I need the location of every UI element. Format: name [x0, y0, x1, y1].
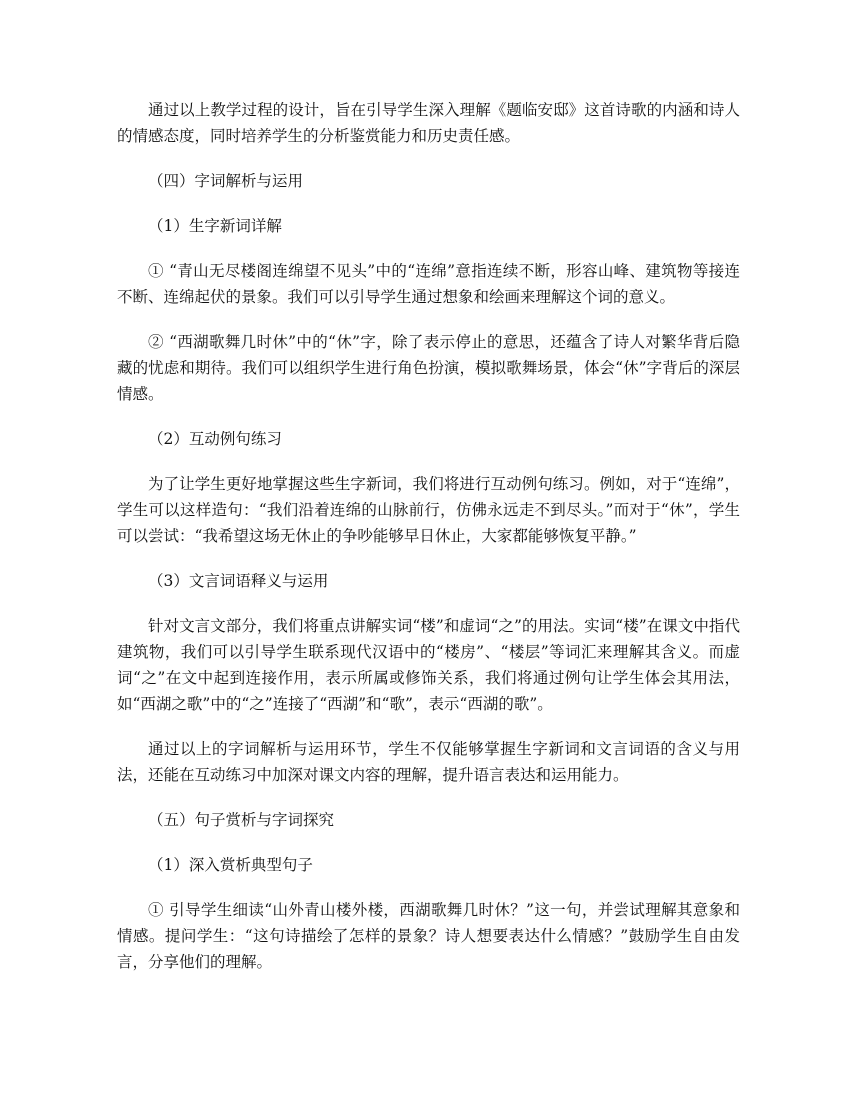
- section-heading-4: （四）字词解析与运用: [148, 172, 304, 190]
- paragraph-poem-line: ① 引导学生细读“山外青山楼外楼，西湖歌舞几时休？”这一句，并尝试理解其意象和情感。提问学生：“这句诗描绘了怎样的景象？诗人想要表达什么情感？”鼓励学生自由发言，分享他们的理解。: [117, 901, 740, 971]
- paragraph-example-sentences: 为了让学生更好地掌握这些生字新词，我们将进行互动例句练习。例如，对于“连绵”，学生可以这样造句：“我们沿着连绵的山脉前行，仿佛永远走不到尽头。”而对于“休”，学生可以尝试：“我希望这场无休止的争吵能够早日休止，大家都能够恢复平静。”: [117, 475, 740, 545]
- paragraph-lianmian: ① “青山无尽楼阁连绵望不见头”中的“连绵”意指连续不断，形容山峰、建筑物等接连不断、连绵起伏的景象。我们可以引导学生通过想象和绘画来理解这个词的意义。: [117, 262, 740, 306]
- paragraph-summary-teaching: 通过以上教学过程的设计，旨在引导学生深入理解《题临安邸》这首诗歌的内涵和诗人的情感态度，同时培养学生的分析鉴赏能力和历史责任感。: [117, 101, 740, 145]
- subheading-example-practice: （2）互动例句练习: [148, 430, 282, 448]
- subheading-classical-words: （3）文言词语释义与运用: [148, 572, 329, 590]
- section-heading-5: （五）句子赏析与字词探究: [148, 811, 335, 829]
- paragraph-word-summary: 通过以上的字词解析与运用环节，学生不仅能够掌握生字新词和文言词语的含义与用法，还能在互动练习中加深对课文内容的理解，提升语言表达和运用能力。: [117, 740, 740, 784]
- subheading-sentence-analysis: （1）深入赏析典型句子: [148, 856, 313, 874]
- paragraph-xiu: ② “西湖歌舞几时休”中的“休”字，除了表示停止的意思，还蕴含了诗人对繁华背后隐藏的忧虑和期待。我们可以组织学生进行角色扮演，模拟歌舞场景，体会“休”字背后的深层情感。: [117, 333, 740, 403]
- subheading-new-words: （1）生字新词详解: [148, 217, 282, 235]
- document-body: [117, 97, 740, 994]
- paragraph-lou-zhi: 针对文言文部分，我们将重点讲解实词“楼”和虚词“之”的用法。实词“楼”在课文中指代建筑物，我们可以引导学生联系现代汉语中的“楼房”、“楼层”等词汇来理解其含义。而虚词“之”在文中起到连接作用，表示所属或修饰关系，我们将通过例句让学生体会其用法，如“西湖之歌”中的“之”连接了“西湖”和“歌”，表示“西湖的歌”。: [117, 617, 740, 713]
